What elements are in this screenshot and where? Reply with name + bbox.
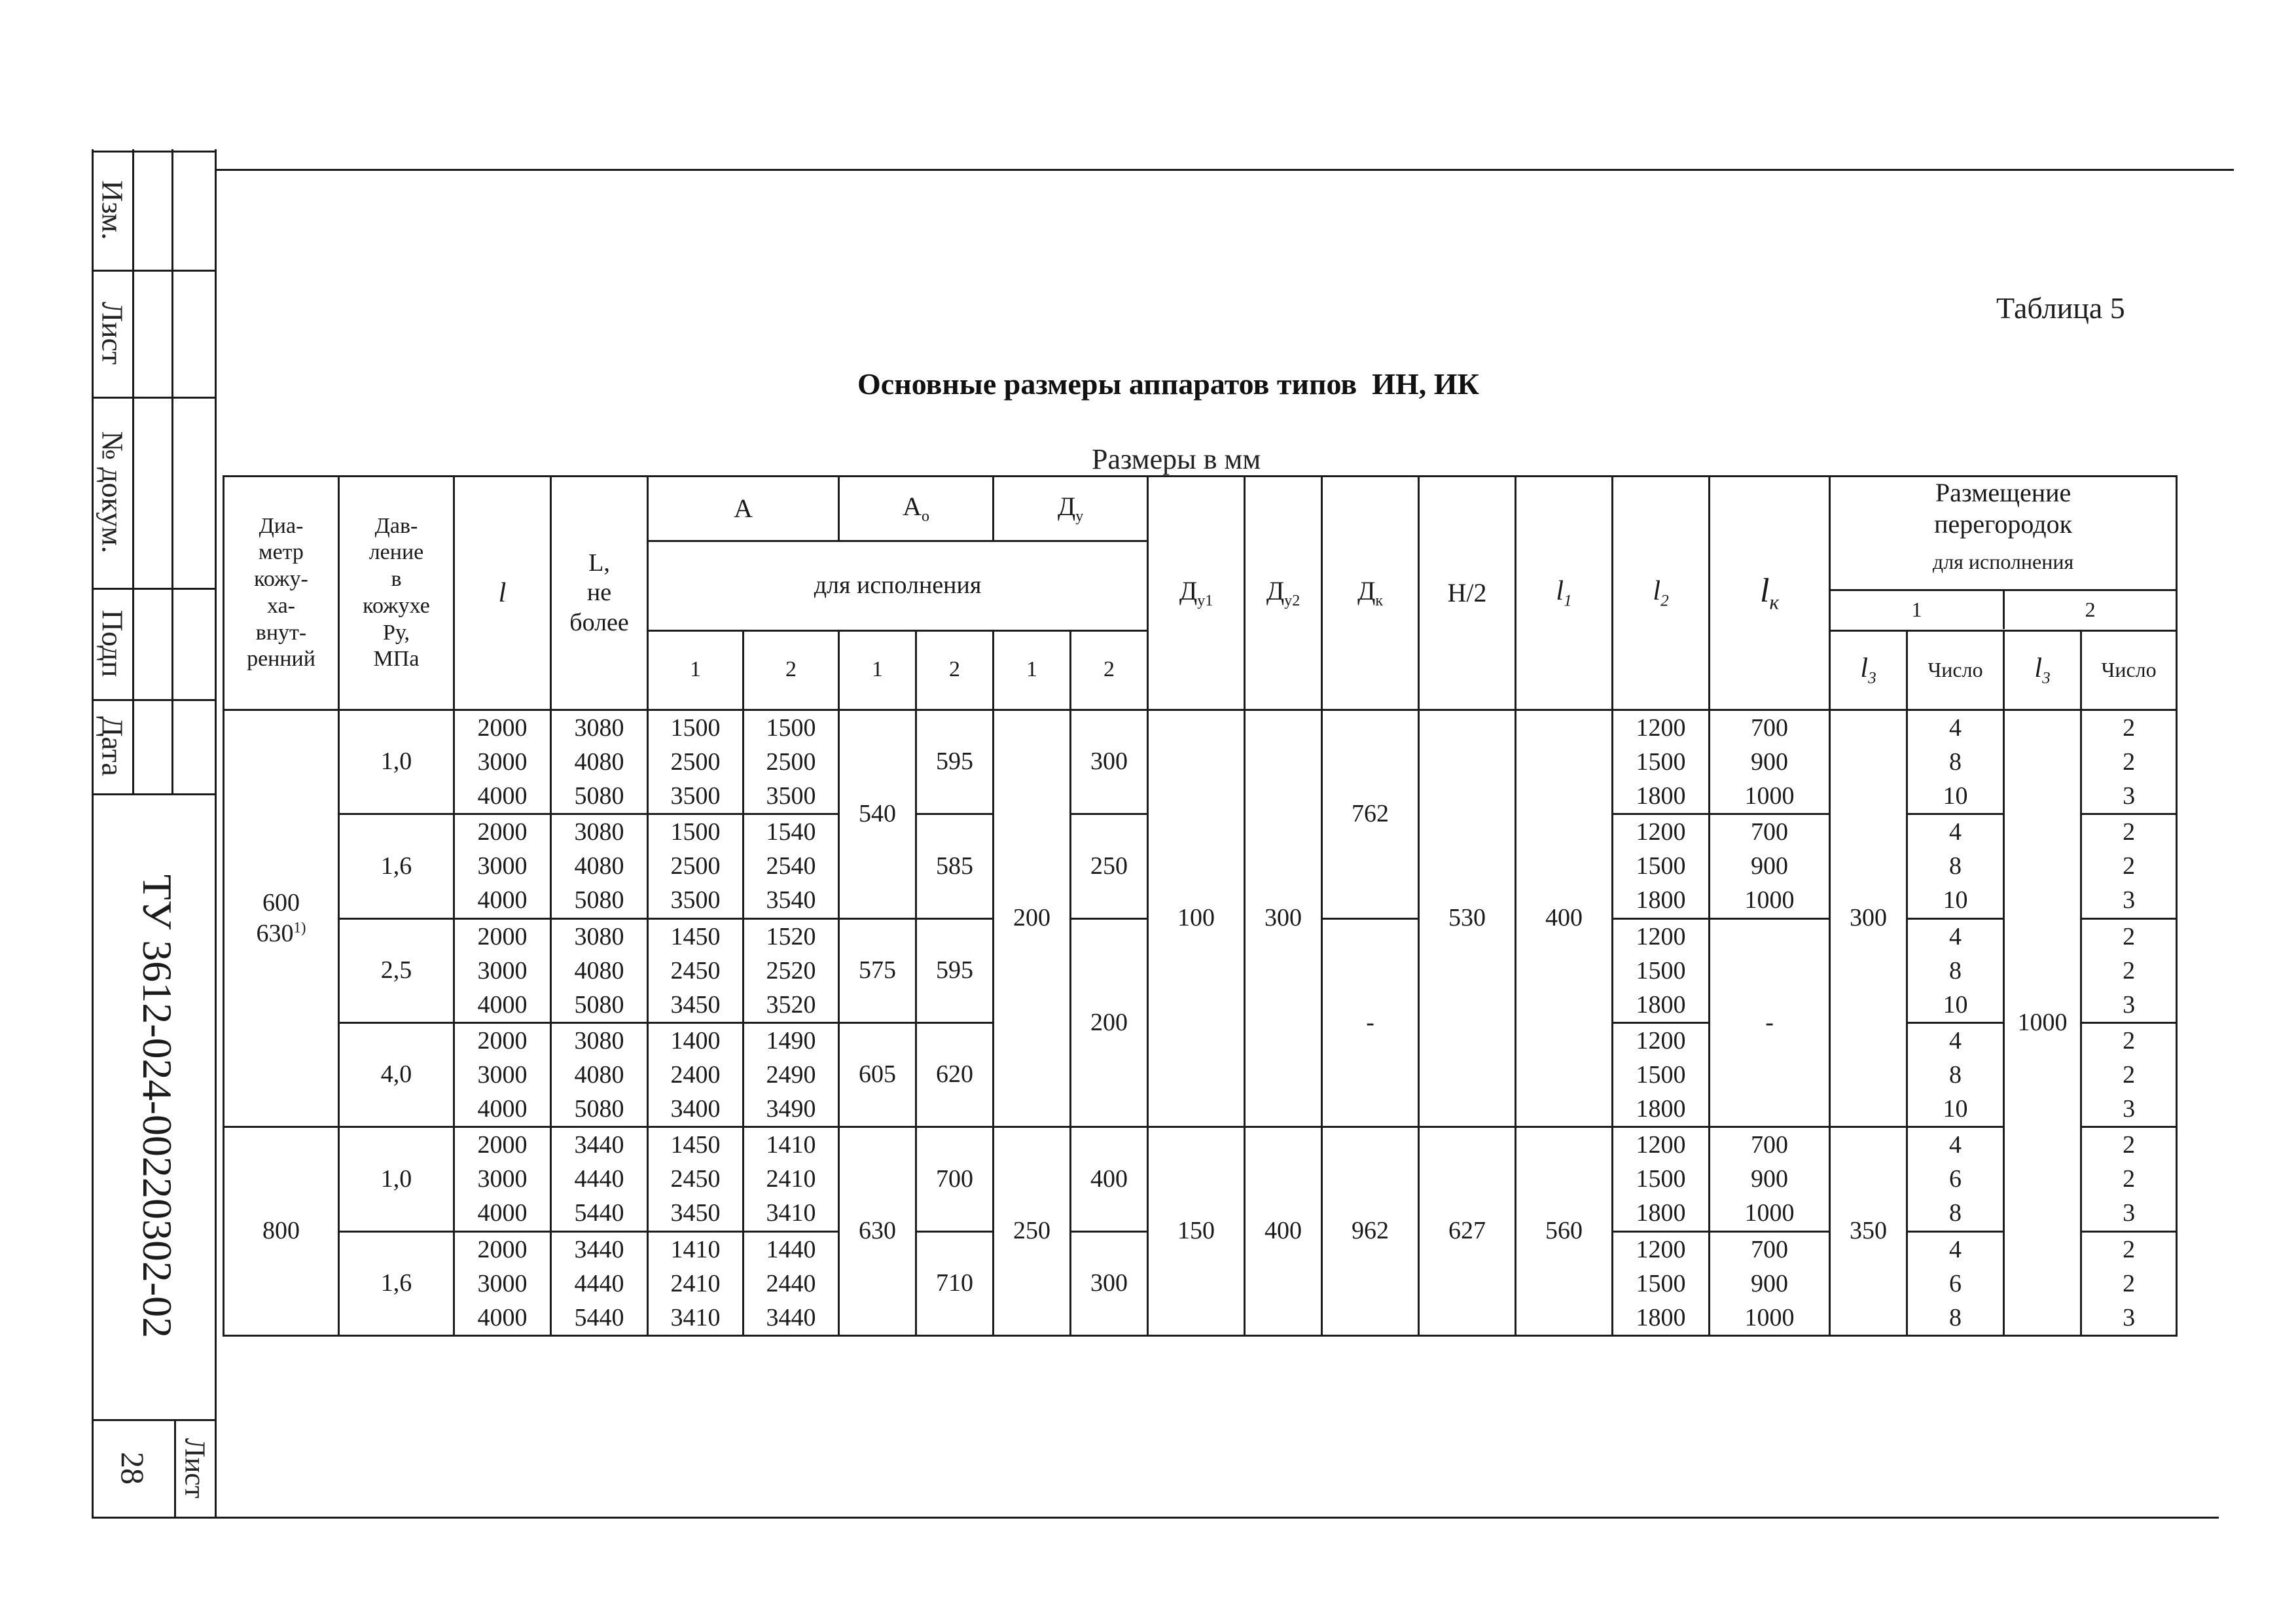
header-lk-main: l xyxy=(1760,572,1770,610)
cell-L: 3080 4080 5080 xyxy=(551,814,648,918)
cell-Du-exec1: 200 xyxy=(994,710,1071,1127)
cell-l3-exec1: 300 xyxy=(1830,710,1907,1127)
cell-l2: 1200 1500 1800 xyxy=(1613,814,1710,918)
header-Du2-sub: у2 xyxy=(1284,592,1300,609)
cell-lk: 700 900 1000 xyxy=(1710,710,1830,814)
cell-Du-exec2: 300 xyxy=(1071,710,1148,814)
stamp-cell-date xyxy=(92,700,134,792)
cell-Du-exec1: 250 xyxy=(994,1127,1071,1336)
header-Ao xyxy=(839,477,994,541)
cell-A2: 1540 2540 3540 xyxy=(744,814,839,918)
header-diameter: Диа- метр кожу- ха- внут- ренний xyxy=(224,477,339,710)
header-partitions-exec-split xyxy=(1831,589,2176,629)
cell-A2: 1520 2520 3520 xyxy=(744,918,839,1022)
cell-pressure: 4,0 xyxy=(339,1022,454,1127)
cell-Du1: 100 xyxy=(1148,710,1245,1127)
header-Ao-sub: о xyxy=(921,508,929,526)
header-l2 xyxy=(1613,477,1710,710)
cell-count-exec1: 4 8 10 xyxy=(1907,814,2004,918)
header-partitions: Размещение перегородок xyxy=(1830,477,2177,541)
cell-Du-exec2: 200 xyxy=(1071,918,1148,1127)
cell-count-exec1: 4 8 10 xyxy=(1907,918,2004,1022)
document-number: ТУ 3612-024-00220302-02 xyxy=(134,874,181,1339)
cell-pressure: 1,6 xyxy=(339,814,454,918)
header-A-exec-1: 1 xyxy=(648,630,744,710)
header-l1 xyxy=(1516,477,1613,710)
cell-Du-exec2: 300 xyxy=(1071,1231,1148,1335)
header-Dk-sub: к xyxy=(1375,592,1384,609)
cell-A1: 1450 2450 3450 xyxy=(648,918,744,1022)
cell-Dk: 962 xyxy=(1322,1127,1419,1336)
diameter-630 xyxy=(224,918,338,950)
header-Ao-exec-1: 1 xyxy=(839,630,916,710)
diameter-630-note: 1) xyxy=(293,919,306,936)
header-Dk xyxy=(1322,477,1419,710)
cell-l2: 1200 1500 1800 xyxy=(1613,1231,1710,1335)
cell-L: 3080 4080 5080 xyxy=(551,1022,648,1127)
header-l3-main-2: l xyxy=(2034,653,2043,683)
cell-lk: - xyxy=(1710,918,1830,1127)
header-H2: Н/2 xyxy=(1419,477,1516,710)
header-l2-sub: 2 xyxy=(1660,592,1669,610)
stamp-cell-list xyxy=(92,271,134,395)
header-Du-exec-1: 1 xyxy=(994,630,1071,710)
sheet-number: 28 xyxy=(115,1452,151,1485)
frame-bottom-edge xyxy=(92,1517,2219,1519)
header-Du1-main: Д xyxy=(1179,575,1198,605)
frame-top-edge xyxy=(215,169,2234,171)
cell-lk: 700 900 1000 xyxy=(1710,1231,1830,1335)
frame-inner-edge xyxy=(215,149,217,1519)
cell-Ao2: 595 xyxy=(916,918,994,1022)
header-partitions-exec-1: 1 xyxy=(1831,591,2005,629)
diameter-600: 600 xyxy=(262,888,300,916)
header-l3-sub-2: 3 xyxy=(2042,669,2051,687)
header-partitions-exec-label: для исполнения xyxy=(1932,550,2074,574)
cell-l: 2000 3000 4000 xyxy=(454,1231,551,1335)
cell-A2: 1410 2410 3410 xyxy=(744,1127,839,1231)
cell-A2: 1500 2500 3500 xyxy=(744,710,839,814)
cell-Ao2: 620 xyxy=(916,1022,994,1127)
cell-L: 3080 4080 5080 xyxy=(551,710,648,814)
stamp-label-list: Лист xyxy=(96,301,130,365)
header-lk xyxy=(1710,477,1830,710)
cell-l2: 1200 1500 1800 xyxy=(1613,918,1710,1022)
header-l1-sub: 1 xyxy=(1564,592,1572,610)
cell-lk: 700 900 1000 xyxy=(1710,814,1830,918)
stamp-cell-izm xyxy=(92,152,134,268)
header-l3-main: l xyxy=(1860,653,1869,683)
cell-Ao2: 710 xyxy=(916,1231,994,1335)
sheet-label-cell xyxy=(175,1420,215,1516)
diameter-630-value: 630 xyxy=(256,920,294,947)
cell-l1: 560 xyxy=(1516,1127,1613,1336)
cell-A1: 1410 2410 3410 xyxy=(648,1231,744,1335)
header-for-execution: для исполнения xyxy=(648,541,1148,630)
cell-pressure: 2,5 xyxy=(339,918,454,1022)
header-pressure: Дав- ление в кожухе Ру, МПа xyxy=(339,477,454,710)
cell-count-exec1: 4 8 10 xyxy=(1907,710,2004,814)
cell-H2: 627 xyxy=(1419,1127,1516,1336)
cell-H2: 530 xyxy=(1419,710,1516,1127)
cell-Ao1: 605 xyxy=(839,1022,916,1127)
cell-A1: 1500 2500 3500 xyxy=(648,710,744,814)
cell-l: 2000 3000 4000 xyxy=(454,1022,551,1127)
cell-count-exec2: 2 2 3 xyxy=(2081,710,2177,814)
header-partitions-exec-2: 2 xyxy=(2085,598,2096,622)
header-Du xyxy=(994,477,1148,541)
stamp-cell-sign xyxy=(92,589,134,698)
stamp-cell-doc xyxy=(92,398,134,586)
cell-l2: 1200 1500 1800 xyxy=(1613,1022,1710,1127)
cell-l1: 400 xyxy=(1516,710,1613,1127)
header-l3-sub: 3 xyxy=(1868,669,1876,687)
header-Du-main: Д xyxy=(1057,492,1076,522)
cell-Ao2: 585 xyxy=(916,814,994,918)
cell-A1: 1450 2450 3450 xyxy=(648,1127,744,1231)
cell-l2: 1200 1500 1800 xyxy=(1613,710,1710,814)
stamp-divider-2 xyxy=(171,149,173,793)
page-title: Основные размеры аппаратов типов ИН, ИК xyxy=(857,367,1479,401)
cell-pressure: 1,6 xyxy=(339,1231,454,1335)
header-lk-sub: к xyxy=(1769,590,1780,614)
cell-Ao1: 575 xyxy=(839,918,916,1022)
cell-diameter-600 xyxy=(224,710,339,1127)
cell-l: 2000 3000 4000 xyxy=(454,918,551,1022)
cell-l2: 1200 1500 1800 xyxy=(1613,1127,1710,1231)
header-Du1 xyxy=(1148,477,1245,710)
cell-count-exec2: 2 2 3 xyxy=(2081,918,2177,1022)
cell-Dk: - xyxy=(1322,918,1419,1127)
cell-Du1: 150 xyxy=(1148,1127,1245,1336)
cell-lk: 700 900 1000 xyxy=(1710,1127,1830,1231)
cell-count-exec1: 4 6 8 xyxy=(1907,1127,2004,1231)
cell-Ao1: 630 xyxy=(839,1127,916,1336)
cell-L: 3440 4440 5440 xyxy=(551,1231,648,1335)
cell-diameter-800: 800 xyxy=(224,1127,339,1336)
header-Du-exec-2: 2 xyxy=(1071,630,1148,710)
cell-l: 2000 3000 4000 xyxy=(454,710,551,814)
header-l3-exec-1 xyxy=(1830,630,1907,710)
header-count-exec-2: Число xyxy=(2081,630,2177,710)
header-l1-main: l xyxy=(1556,576,1564,607)
stamp-label-sign: Подп xyxy=(96,609,130,677)
table-label: Таблица 5 xyxy=(1996,291,2125,325)
cell-A2: 1490 2490 3490 xyxy=(744,1022,839,1127)
cell-Ao1: 540 xyxy=(839,710,916,918)
cell-Ao2: 595 xyxy=(916,710,994,814)
header-A-exec-2: 2 xyxy=(744,630,839,710)
sheet-number-cell xyxy=(92,1420,174,1516)
header-Ao-main: А xyxy=(903,492,922,522)
header-L: L, не более xyxy=(551,477,648,710)
cell-count-exec2: 2 2 3 xyxy=(2081,1231,2177,1335)
cell-count-exec2: 2 2 3 xyxy=(2081,1127,2177,1231)
header-l3-exec-2 xyxy=(2004,630,2081,710)
cell-Dk: 762 xyxy=(1322,710,1419,918)
stamp-label-date: Дата xyxy=(96,716,130,776)
cell-A2: 1440 2440 3440 xyxy=(744,1231,839,1335)
header-Du2-main: Д xyxy=(1266,575,1285,605)
header-Du1-sub: у1 xyxy=(1197,592,1213,609)
cell-Ao2: 700 xyxy=(916,1127,994,1231)
header-l2-main: l xyxy=(1653,576,1661,607)
cell-count-exec1: 4 8 10 xyxy=(1907,1022,2004,1127)
cell-count-exec2: 2 2 3 xyxy=(2081,814,2177,918)
cell-pressure: 1,0 xyxy=(339,710,454,814)
header-Du-sub: у xyxy=(1075,508,1084,526)
document-number-cell xyxy=(105,795,209,1418)
stamp-label-doc: № докум. xyxy=(96,431,130,554)
stamp-label-izm: Изм. xyxy=(96,180,130,240)
header-Du2 xyxy=(1245,477,1322,710)
header-Dk-main: Д xyxy=(1357,575,1376,605)
header-A: А xyxy=(648,477,839,541)
cell-count-exec1: 4 6 8 xyxy=(1907,1231,2004,1335)
header-partitions-exec xyxy=(1830,541,2177,630)
cell-L: 3080 4080 5080 xyxy=(551,918,648,1022)
cell-count-exec2: 2 2 3 xyxy=(2081,1022,2177,1127)
cell-Du-exec2: 400 xyxy=(1071,1127,1148,1231)
cell-l3-exec1: 350 xyxy=(1830,1127,1907,1336)
cell-L: 3440 4440 5440 xyxy=(551,1127,648,1231)
dimensions-table xyxy=(223,475,2178,1337)
cell-l: 2000 3000 4000 xyxy=(454,814,551,918)
cell-pressure: 1,0 xyxy=(339,1127,454,1231)
header-Ao-exec-2: 2 xyxy=(916,630,994,710)
cell-Du-exec2: 250 xyxy=(1071,814,1148,918)
units-note: Размеры в мм xyxy=(1092,443,1261,475)
cell-l3-exec2: 1000 xyxy=(2004,710,2081,1335)
sheet-label: Лист xyxy=(179,1437,211,1499)
header-count-exec-1: Число xyxy=(1907,630,2004,710)
cell-Du2: 400 xyxy=(1245,1127,1322,1336)
cell-A1: 1400 2400 3400 xyxy=(648,1022,744,1127)
header-l: l xyxy=(454,477,551,710)
cell-A1: 1500 2500 3500 xyxy=(648,814,744,918)
cell-Du2: 300 xyxy=(1245,710,1322,1127)
cell-l: 2000 3000 4000 xyxy=(454,1127,551,1231)
